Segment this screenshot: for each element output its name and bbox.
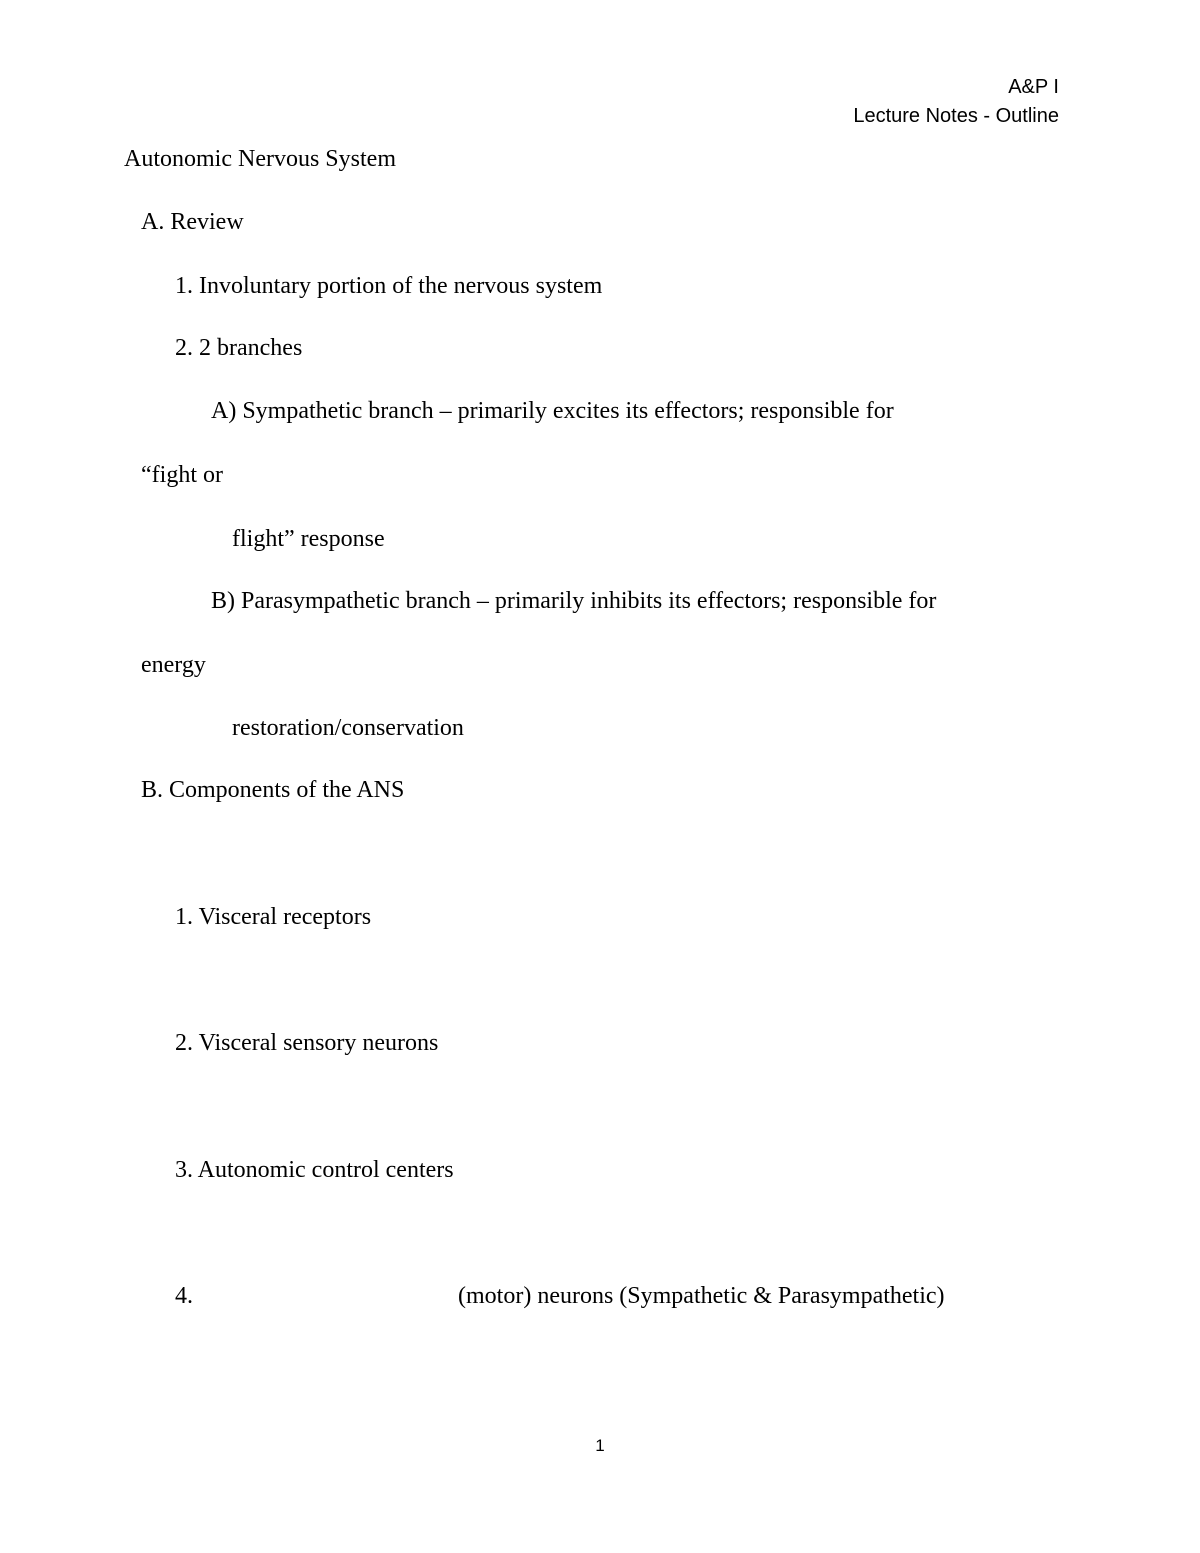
outline-item: 2. 2 branches	[175, 335, 303, 361]
page-number: 1	[595, 1436, 605, 1455]
outline-item: 3. Autonomic control centers	[175, 1157, 454, 1183]
outline-item-text: (motor) neurons (Sympathetic & Parasympathetic)	[458, 1283, 945, 1309]
document-title: Autonomic Nervous System	[124, 146, 396, 172]
outline-item: 2. Visceral sensory neurons	[175, 1030, 439, 1056]
section-b-heading: B. Components of the ANS	[141, 777, 405, 803]
course-name: A&P I	[1008, 76, 1059, 98]
sub-item-b-line: energy	[141, 652, 206, 678]
outline-item: 1. Involuntary portion of the nervous system	[175, 273, 603, 299]
header-subtitle: Lecture Notes - Outline	[853, 105, 1059, 127]
sub-item-b-line: restoration/conservation	[232, 715, 464, 741]
outline-item-number: 4.	[175, 1283, 193, 1309]
sub-item-a-line: flight” response	[232, 526, 385, 552]
outline-item: 1. Visceral receptors	[175, 904, 372, 930]
sub-item-b-line: B) Parasympathetic branch – primarily inhibits its effectors; responsible for	[211, 588, 937, 614]
section-a-heading: A. Review	[141, 209, 244, 235]
sub-item-a-line: “fight or	[141, 462, 223, 488]
sub-item-a-line: A) Sympathetic branch – primarily excites its effectors; responsible for	[211, 398, 894, 424]
